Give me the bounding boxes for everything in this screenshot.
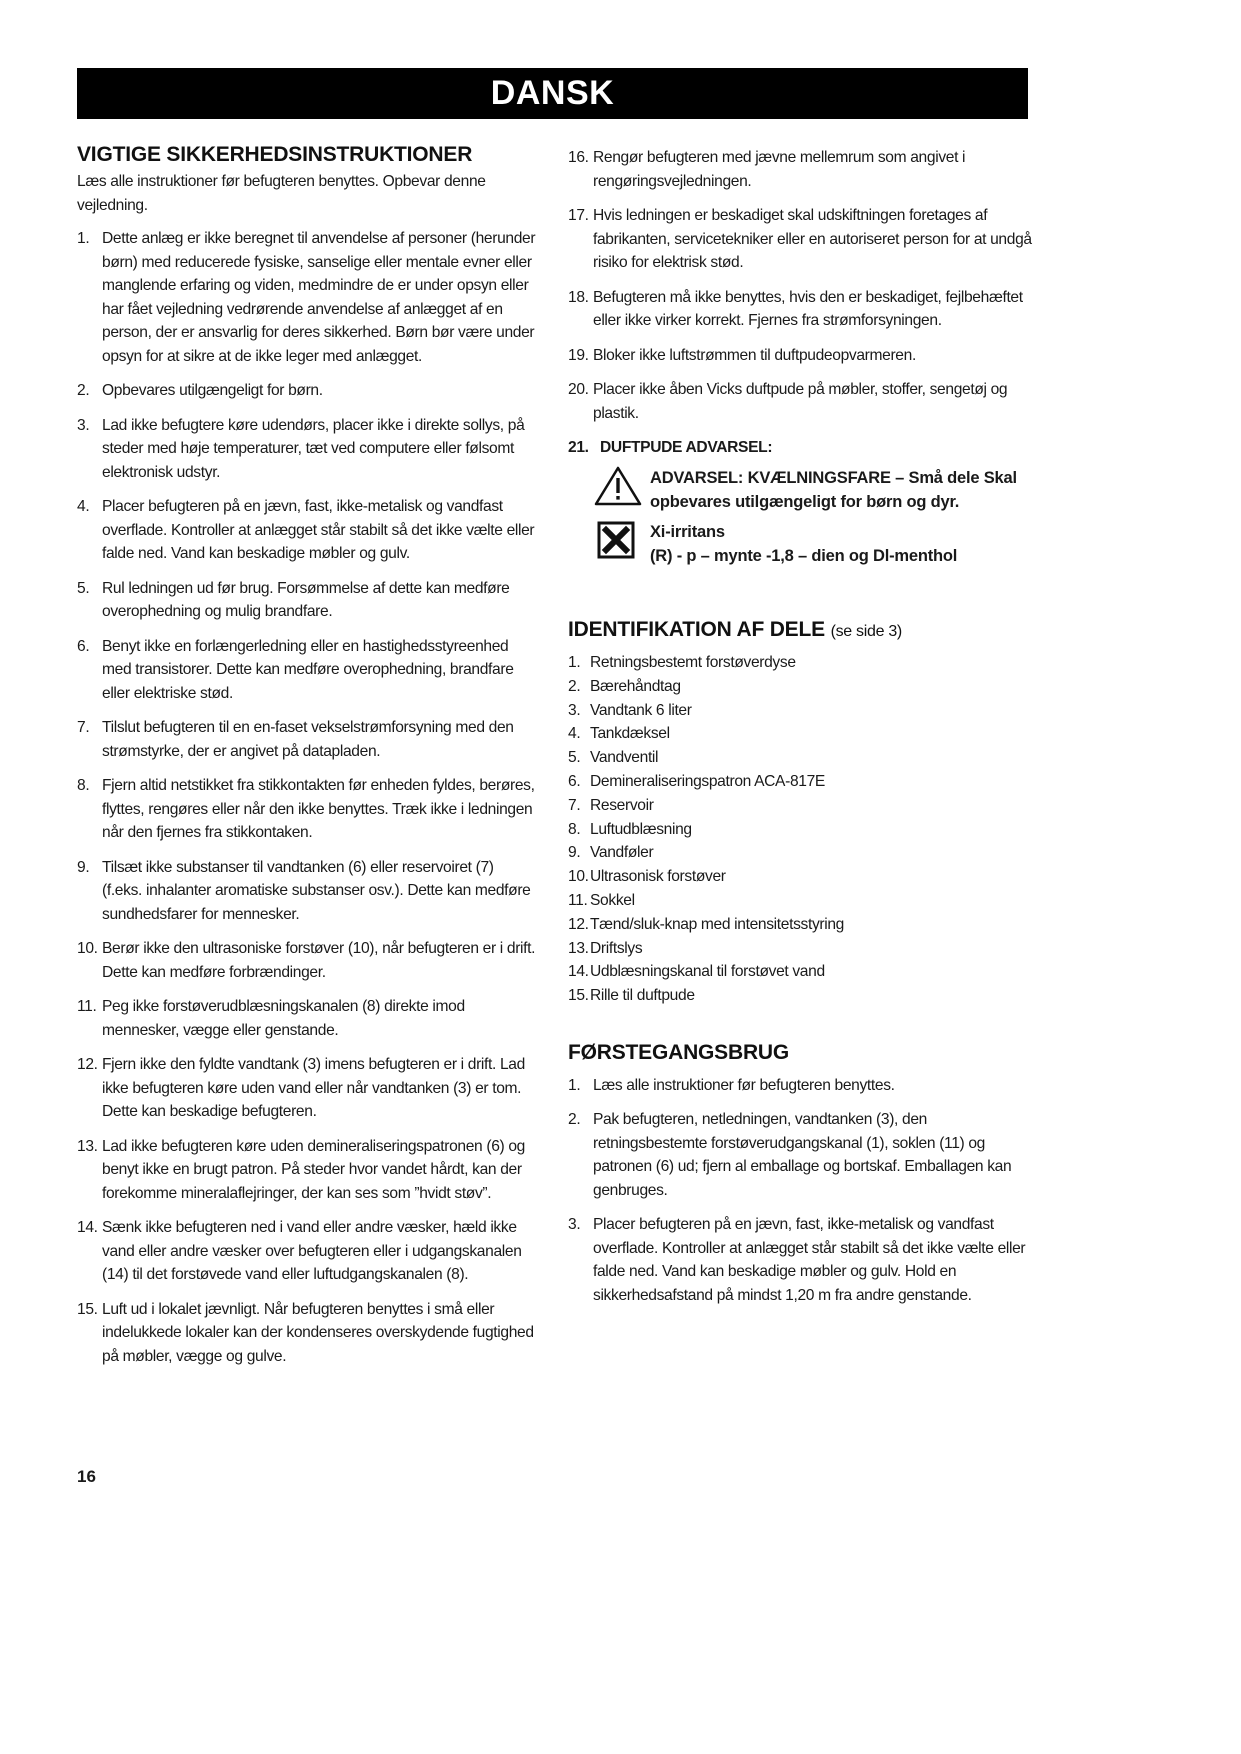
item-text: Dette anlæg er ikke beregnet til anvendelse af personer (herunder børn) med reducerede fysiske, sanselige eller mentale evner eller manglende erfaring og viden, medmindre de er under opsyn eller har fået vejledning vedrørende anvendelse af anlægget af en person, der er ansvarlig for deres sikkerhed. Børn bør være under opsyn for at sikre at de ikke leger med anlægget. [102, 230, 536, 365]
list-item [568, 344, 1038, 368]
item-text: Tankdæksel [590, 725, 670, 743]
language-banner: DANSK [77, 68, 1028, 119]
list-item [77, 1298, 537, 1369]
list-item [568, 1213, 1038, 1307]
item-number: 15. [77, 1300, 98, 1318]
item-text: Bloker ikke luftstrømmen til duftpudeopvarmeren. [593, 346, 916, 364]
list-item [568, 699, 1038, 723]
list-item [568, 146, 1038, 193]
safety-list-right [568, 146, 1038, 425]
item-text: Peg ikke forstøverudblæsningskanalen (8) direkte imod mennesker, vægge eller genstande. [102, 998, 465, 1039]
item-number: 3. [568, 701, 581, 719]
item-number: 6. [77, 637, 90, 655]
list-item [568, 770, 1038, 794]
item-number: 9. [77, 858, 90, 876]
spacer [568, 1008, 1038, 1038]
item-text: Bærehåndtag [590, 677, 681, 695]
item-number: 1. [77, 230, 90, 247]
item-number: 18. [568, 288, 589, 306]
list-item [77, 995, 537, 1042]
item-number: 21. [568, 439, 589, 456]
warning-triangle-icon [594, 466, 650, 514]
list-item [568, 746, 1038, 770]
item-number: 2. [568, 677, 581, 695]
item-text: Tilsæt ikke substanser til vandtanken (6) eller reservoiret (7) (f.eks. inhalanter aromatiske substanser osv.). Dette kan medføre sundhedsfarer for mennesker. [102, 858, 531, 923]
item-text: Demineraliseringspatron ACA-817E [590, 772, 825, 790]
safety-intro: Læs alle instruktioner før befugteren benyttes. Opbevar denne vejledning. [77, 173, 486, 214]
item-text: Vandtank 6 liter [590, 701, 692, 719]
item-text: Sokkel [590, 891, 635, 909]
item-number: 9. [568, 844, 581, 862]
choking-warning [594, 466, 1038, 514]
item-text: Placer befugteren på en jævn, fast, ikke-metalisk og vandfast overflade. Kontroller at anlægget står stabilt så det ikke vælte eller falde ned. Vand kan beskadige møbler og gulv. [102, 498, 535, 562]
item-number: 7. [77, 719, 90, 736]
item-text: Fjern ikke den fyldte vandtank (3) imens befugteren er i drift. Lad ikke befugteren køre uden vand eller når vandtanken (3) er tom. Dette kan beskadige befugteren. [102, 1056, 525, 1120]
item-text: Opbevares utilgængeligt for børn. [102, 382, 323, 399]
item-number: 2. [77, 382, 90, 399]
item-text: Rille til duftpude [590, 987, 695, 1005]
item-text: Hvis ledningen er beskadiget skal udskiftningen foretages af fabrikanten, servicetekniker eller en autoriseret person for at undgå risiko for elektrisk stød. [593, 207, 1032, 271]
item-number: 12. [77, 1056, 98, 1073]
list-item [568, 937, 1038, 961]
list-item [77, 635, 537, 706]
item-text: Rul ledningen ud før brug. Forsømmelse af dette kan medføre overophedning og mulig brandfare. [102, 579, 510, 620]
list-item [77, 937, 537, 984]
item-number: 14. [77, 1219, 98, 1236]
item-number: 19. [568, 346, 589, 364]
item-text: Benyt ikke en forlængerledning eller en hastighedsstyreenhed med transistorer. Dette kan medføre overophedning, brandfare eller elektriske stød. [102, 637, 514, 702]
item-text: Lad ikke befugteren køre uden demineraliseringspatronen (6) og benyt ikke en brugt patron. På steder hvor vandet hårdt, kan der forekomme mineralaflejringer, der kan ses som ”hvidt støv”. [102, 1137, 525, 1202]
item-number: 15. [568, 987, 589, 1005]
item-number: 7. [568, 796, 581, 814]
item-text: Tænd/sluk-knap med intensitetsstyring [590, 915, 844, 933]
first-use-title: FØRSTEGANGSBRUG [568, 1040, 790, 1064]
item-number: 14. [568, 963, 589, 981]
irritant-text-block [650, 520, 957, 568]
list-item [77, 379, 537, 403]
irritant-warning [594, 520, 1038, 572]
list-item [77, 227, 537, 368]
page-number: 16 [77, 1467, 96, 1486]
item-text: Udblæsningskanal til forstøvet vand [590, 963, 825, 981]
item-number: 6. [568, 772, 581, 790]
item-text: Luftudblæsning [590, 820, 692, 838]
item-text: Ultrasonisk forstøver [590, 868, 726, 886]
item-text: Pak befugteren, netledningen, vandtanken (3), den retningsbestemte forstøverudgangskanal (1), soklen (11) og patronen (6) ud; fjern al emballage og bortskaf. Emballagen kan genbruges. [593, 1111, 1012, 1199]
item-number: 3. [568, 1216, 581, 1234]
item-text: Placer befugteren på en jævn, fast, ikke-metalisk og vandfast overflade. Kontroller at anlægget står stabilt så det ikke vælte eller falde ned. Vand kan beskadige møbler og gulv. Hold en sikkerhedsafstand på mindst 1,20 m fra andre genstande. [593, 1216, 1026, 1304]
list-item [77, 495, 537, 566]
list-item [77, 414, 537, 485]
item-text: Lad ikke befugtere køre udendørs, placer ikke i direkte sollys, på steder med høje temperaturer, tæt ved computere eller følsomt elektronisk udstyr. [102, 416, 525, 481]
irritant-x-icon [594, 520, 650, 572]
item-number: 8. [77, 777, 90, 794]
item-text: Sænk ikke befugteren ned i vand eller andre væsker, hæld ikke vand eller andre væsker over befugteren eller i udgangskanalen (14) til det forstøvede vand eller luftudgangskanalen (8). [102, 1219, 522, 1283]
list-item [77, 577, 537, 624]
irritant-title: Xi-irritans [650, 522, 725, 541]
item-number: 3. [77, 416, 90, 434]
item-text: Berør ikke den ultrasoniske forstøver (10), når befugteren er i drift. Dette kan medføre forbrændinger. [102, 940, 536, 981]
list-item [77, 856, 537, 927]
list-item [77, 1135, 537, 1206]
item-text: Driftslys [590, 939, 643, 957]
item-text: Luft ud i lokalet jævnligt. Når befugteren benyttes i små eller indelukkede lokaler kan der kondenseres overskydende fugtighed på møbler, vægge og gulve. [102, 1300, 534, 1365]
item-number: 13. [568, 939, 589, 957]
list-item [77, 774, 537, 845]
list-item [568, 794, 1038, 818]
list-item [568, 818, 1038, 842]
list-item [568, 378, 1038, 425]
item-number: 13. [77, 1137, 98, 1155]
item-number: 4. [568, 725, 581, 743]
item-number: 2. [568, 1111, 581, 1129]
item-number: 10. [77, 940, 98, 957]
item-text: Rengør befugteren med jævne mellemrum som angivet i rengøringsvejledningen. [593, 149, 966, 190]
item-text: Fjern altid netstikket fra stikkontakten før enheden fyldes, berøres, flyttes, rengøres eller når den ikke benyttes. Træk ikke i ledningen når den fjernes fra stikkontaken. [102, 777, 535, 841]
first-use-list [568, 1074, 1038, 1308]
right-column [568, 146, 1038, 1318]
item-number: 17. [568, 207, 589, 224]
list-item [77, 1216, 537, 1287]
warning-heading: DUFTPUDE ADVARSEL: [600, 439, 773, 456]
left-column [77, 140, 537, 1379]
spacer [568, 577, 1038, 615]
item-number: 8. [568, 820, 581, 838]
list-item [568, 722, 1038, 746]
list-item [568, 984, 1038, 1008]
item-text: Placer ikke åben Vicks duftpude på møbler, stoffer, sengetøj og plastik. [593, 381, 1008, 422]
item-number: 10. [568, 868, 589, 886]
item-number: 20. [568, 381, 589, 398]
list-item [568, 286, 1038, 333]
list-item [568, 865, 1038, 889]
parts-heading: IDENTIFIKATION AF DELE [568, 618, 825, 641]
list-item [568, 651, 1038, 675]
list-item [77, 1053, 537, 1124]
item-number: 12. [568, 915, 589, 933]
scent-pad-warning-title [568, 436, 1038, 460]
list-item [568, 204, 1038, 275]
irritant-substances: (R) - p – mynte -1,8 – dien og Dl-menthol [650, 546, 958, 565]
item-number: 1. [568, 654, 581, 671]
list-item [568, 841, 1038, 865]
list-item [568, 1108, 1038, 1202]
item-number: 16. [568, 149, 589, 166]
item-number: 5. [77, 579, 90, 597]
choking-warning-text: ADVARSEL: KVÆLNINGSFARE – Små dele Skal opbevares utilgængeligt for børn og dyr. [650, 468, 1017, 511]
item-number: 4. [77, 498, 90, 515]
item-text: Befugteren må ikke benyttes, hvis den er beskadiget, fejlbehæftet eller ikke virker korrekt. Fjernes fra strømforsyningen. [593, 288, 1023, 329]
safety-title: VIGTIGE SIKKERHEDSINSTRUKTIONER [77, 143, 473, 166]
list-item [77, 716, 537, 763]
item-number: 11. [77, 998, 97, 1015]
list-item [568, 913, 1038, 937]
list-item [568, 1074, 1038, 1098]
list-item [568, 960, 1038, 984]
parts-page-ref: (se side 3) [830, 623, 902, 640]
item-text: Tilslut befugteren til en en-faset vekselstrømforsyning med den strømstyrke, der er angivet på datapladen. [102, 719, 514, 760]
item-number: 11. [568, 891, 588, 909]
list-item [568, 675, 1038, 699]
list-item [568, 889, 1038, 913]
parts-list [568, 651, 1038, 1008]
item-text: Retningsbestemt forstøverdyse [590, 654, 796, 671]
item-number: 5. [568, 749, 581, 767]
safety-list-left [77, 227, 537, 1368]
item-text: Vandventil [590, 749, 659, 767]
item-number: 1. [568, 1076, 581, 1094]
item-text: Reservoir [590, 796, 654, 814]
item-text: Læs alle instruktioner før befugteren benyttes. [593, 1076, 895, 1094]
parts-title [568, 615, 1038, 647]
item-text: Vandføler [590, 844, 654, 862]
